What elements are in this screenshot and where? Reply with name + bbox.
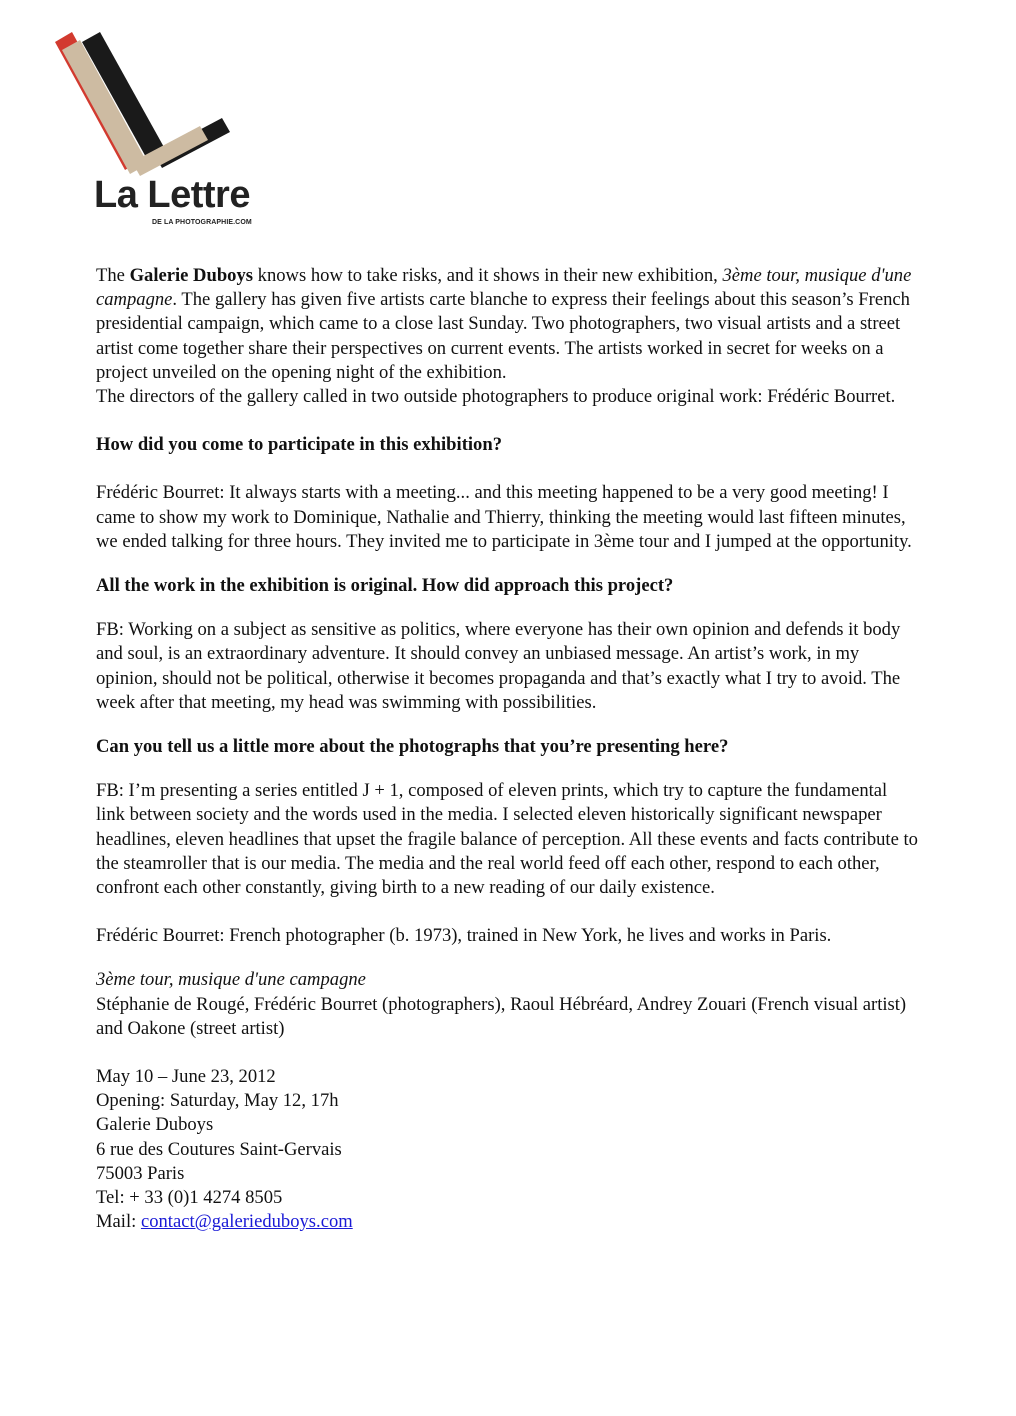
gallery-name: Galerie Duboys (129, 265, 254, 286)
venue-mail: Mail: contact@galerieduboys.com (96, 1211, 353, 1233)
la-lettre-logo (50, 28, 270, 233)
opening-time: Opening: Saturday, May 12, 17h (96, 1090, 339, 1112)
logo-subtitle: DE LA PHOTOGRAPHIE.COM (152, 219, 252, 226)
venue-tel: Tel: + 33 (0)1 4274 8505 (96, 1187, 283, 1209)
venue-city: 75003 Paris (96, 1162, 185, 1184)
answer-2: FB: Working on a subject as sensitive as politics, where everyone has their own opinion and defends it body and soul, is an extraordinary adventure. It should convey an unbiased message. An artist’s work, in my opinion, should not be political, otherwise it becomes propaganda and that’s exactly what I try to avoid. The week after that meeting, my head was swimming with possibilities. (96, 619, 901, 713)
mail-link[interactable]: contact@galerieduboys.com (140, 1211, 353, 1233)
answer-3: FB: I’m presenting a series entitled J + 1, composed of eleven prints, which try to capture the fundamental link between society and the words used in the media. I selected eleven historically significant newspaper headlines, eleven headlines that upset the fragile balance of perception. All these events and facts contribute to the steamroller that is our media. The media and the real world feed off each other, respond to each other, confront each other constantly, giving birth to a new reading of our daily existence. (96, 780, 918, 899)
question-3: Can you tell us a little more about the photographs that you’re presenting here? (96, 736, 729, 758)
logo-title: La Lettre (94, 174, 250, 216)
intro-paragraph: The Galerie Duboys knows how to take risks, and it shows in their new exhibition, 3ème tour, musique d'une campagne. The gallery has given five artists carte blanche to express their feelings about this season’s French presidential campaign, which came to a close last Sunday. Two photographers, two visual artists and a street artist come together share their perspectives on current events. The artists worked in secret for weeks on a project unveiled on the opening night of the exhibition. (96, 265, 912, 383)
venue-name: Galerie Duboys (96, 1114, 214, 1136)
exhibition-dates: May 10 – June 23, 2012 (96, 1066, 276, 1088)
answer-1: Frédéric Bourret: It always starts with a meeting... and this meeting happened to be a very good meeting! I came to show my work to Dominique, Nathalie and Thierry, thinking the meeting would last fifteen minutes, we ended talking for three hours. They invited me to participate in 3ème tour and I jumped at the opportunity. (96, 482, 912, 552)
venue-address: 6 rue des Coutures Saint-Gervais (96, 1138, 342, 1160)
exhibition-title-inline: 3ème tour, musique d'une campagne (96, 265, 912, 311)
article-body (96, 264, 920, 1235)
intro-paragraph-2: The directors of the gallery called in two outside photographers to produce original work: Frédéric Bourret. (96, 386, 896, 408)
artist-bio: Frédéric Bourret: French photographer (b. 1973), trained in New York, he lives and works in Paris. (96, 925, 832, 947)
question-1: How did you come to participate in this exhibition? (96, 434, 502, 456)
exhibition-artists: Stéphanie de Rougé, Frédéric Bourret (photographers), Raoul Hébréard, Andrey Zouari (French visual artist) and Oakone (street artist) (96, 993, 907, 1039)
exhibition-title: 3ème tour, musique d'une campagne (96, 969, 366, 991)
logo-l-mark-icon (50, 28, 270, 178)
question-2: All the work in the exhibition is original. How did approach this project? (96, 575, 674, 597)
